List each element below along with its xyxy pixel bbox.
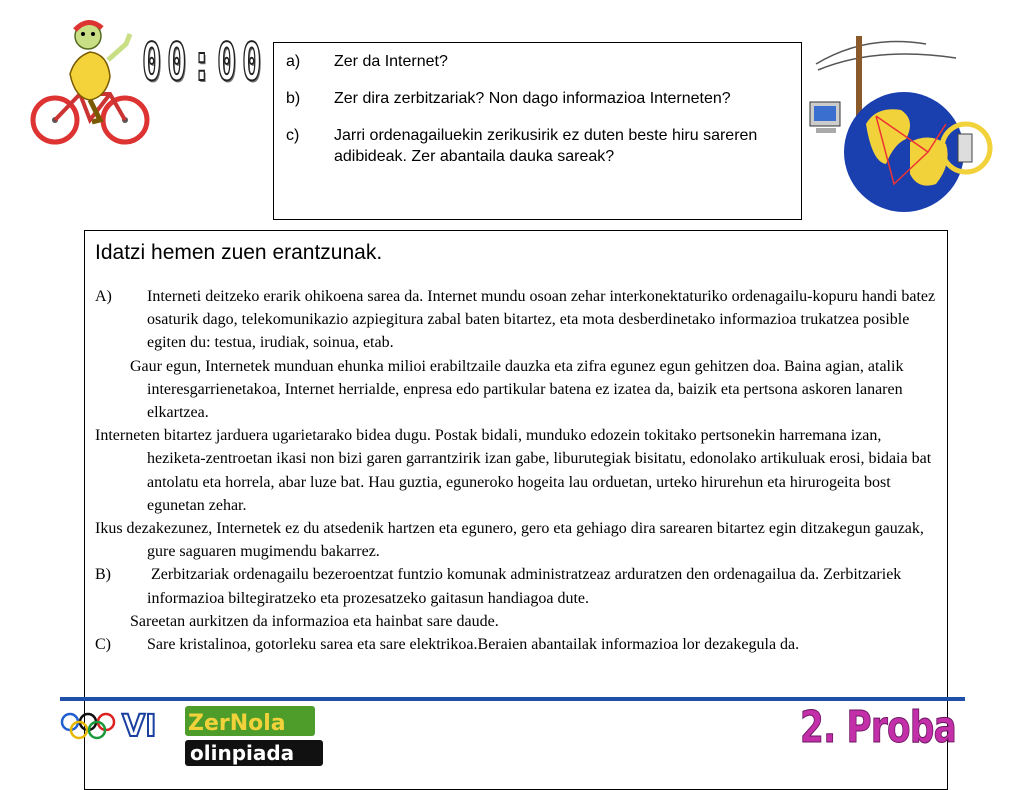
question-text: Jarri ordenagailuekin zerikusirik ez duten beste hiru sareren adibideak. Zer abantaila dauka sareak? <box>334 127 758 165</box>
answer-c-paragraph-1 <box>95 633 937 656</box>
answer-b-paragraph-2: Sareetan aurkitzen da informazioa eta hainbat sare daude. <box>130 612 499 630</box>
footer-divider <box>60 697 965 701</box>
answer-a-paragraph-2: Gaur egun, Internetek munduan ehunka milioi erabiltzaile dauzka eta zifra egunez egun gehitzen doa. Baina agian, atalik interesgarrienetakoa, Internet herrialde, enpresa edo partikular batena ez izatea da, baizik eta pertsona askoren lanaren elkartzea. <box>130 357 904 422</box>
logo-roman: VI <box>122 709 157 744</box>
timer-digit: 0 <box>167 33 187 93</box>
proba-label: 2. Proba <box>800 702 957 753</box>
answer-a-text-1: Interneti deitzeko erarik ohikoena sarea da. Internet mundu osoan zehar interkonektaturiko ordenagailu-kopuru handi batez osaturik dago, telekomunikazio azpiegitura zabal baten bitartez, eta mota desberdinetako informazioa trukatzea posible egiten du: testua, irudiak, soinua, etab. <box>147 288 936 352</box>
timer-digit: 0 <box>217 33 237 93</box>
question-c <box>286 125 789 167</box>
logo-word-bottom: olinpiada <box>190 741 295 765</box>
answer-c-text-1: Sare kristalinoa, gotorleku sarea eta sare elektrikoa.Beraien abantailak informazioa lor dezakegula da. <box>147 636 800 654</box>
question-a <box>286 51 789 72</box>
question-label: b) <box>286 90 301 107</box>
question-label: a) <box>286 53 301 70</box>
globe-network-illustration <box>806 24 996 222</box>
questions-box <box>273 42 802 220</box>
timer-digit: 0 <box>142 33 162 93</box>
timer-display <box>142 28 266 98</box>
question-text: Zer da Internet? <box>334 53 448 70</box>
answer-b-label: B) <box>95 566 111 584</box>
answer-b-text-1: Zerbitzariak ordenagailu bezeroentzat funtzio komunak administratzeaz arduratzen den ordenagailua da. Zerbitzariek informazioa biltegiratzeko eta prozesatzeko gaitasun handiagoa dute. <box>147 566 902 607</box>
cyclist-illustration <box>30 12 150 152</box>
timer-digit: 0 <box>242 33 262 93</box>
answer-title: Idatzi hemen zuen erantzunak. <box>95 241 383 264</box>
answer-a-paragraph-1 <box>95 285 937 355</box>
answer-a-paragraph-4: Ikus dezakezunez, Internetek ez du atsedenik hartzen eta egunero, gero eta gehiago dira sarearen bitartez egin ditzakegun gauzak, gure saguaren mugimendu bakarrez. <box>95 520 924 561</box>
question-b <box>286 88 789 109</box>
answer-a-label: A) <box>95 288 112 305</box>
answer-c-label: C) <box>95 636 111 654</box>
question-text: Zer dira zerbitzariak? Non dago informazioa Interneten? <box>334 90 731 107</box>
answer-b-paragraph-1 <box>95 563 937 609</box>
logo-word-top: ZerNola <box>188 711 286 736</box>
olympiad-logo <box>60 702 330 768</box>
answer-a-paragraph-3: Interneten bitartez jarduera ugarietarako bidea dugu. Postak bidali, munduko edozein tokitako pertsonekin harremana izan, heziketa-zentroetan ikasi non bizi garen garrantzirik izan gabe, liburutegiak bisitatu, edonolako artikuluak erosi, bidaia bat antolatu eta horrela, abar luze bat. Hau guztia, eguneroko hogeita lau orduetan, urteko hirurehun eta hirurogeita bost egunetan zehar. <box>95 427 932 514</box>
question-label: c) <box>286 127 300 144</box>
timer-colon: : <box>192 33 212 93</box>
